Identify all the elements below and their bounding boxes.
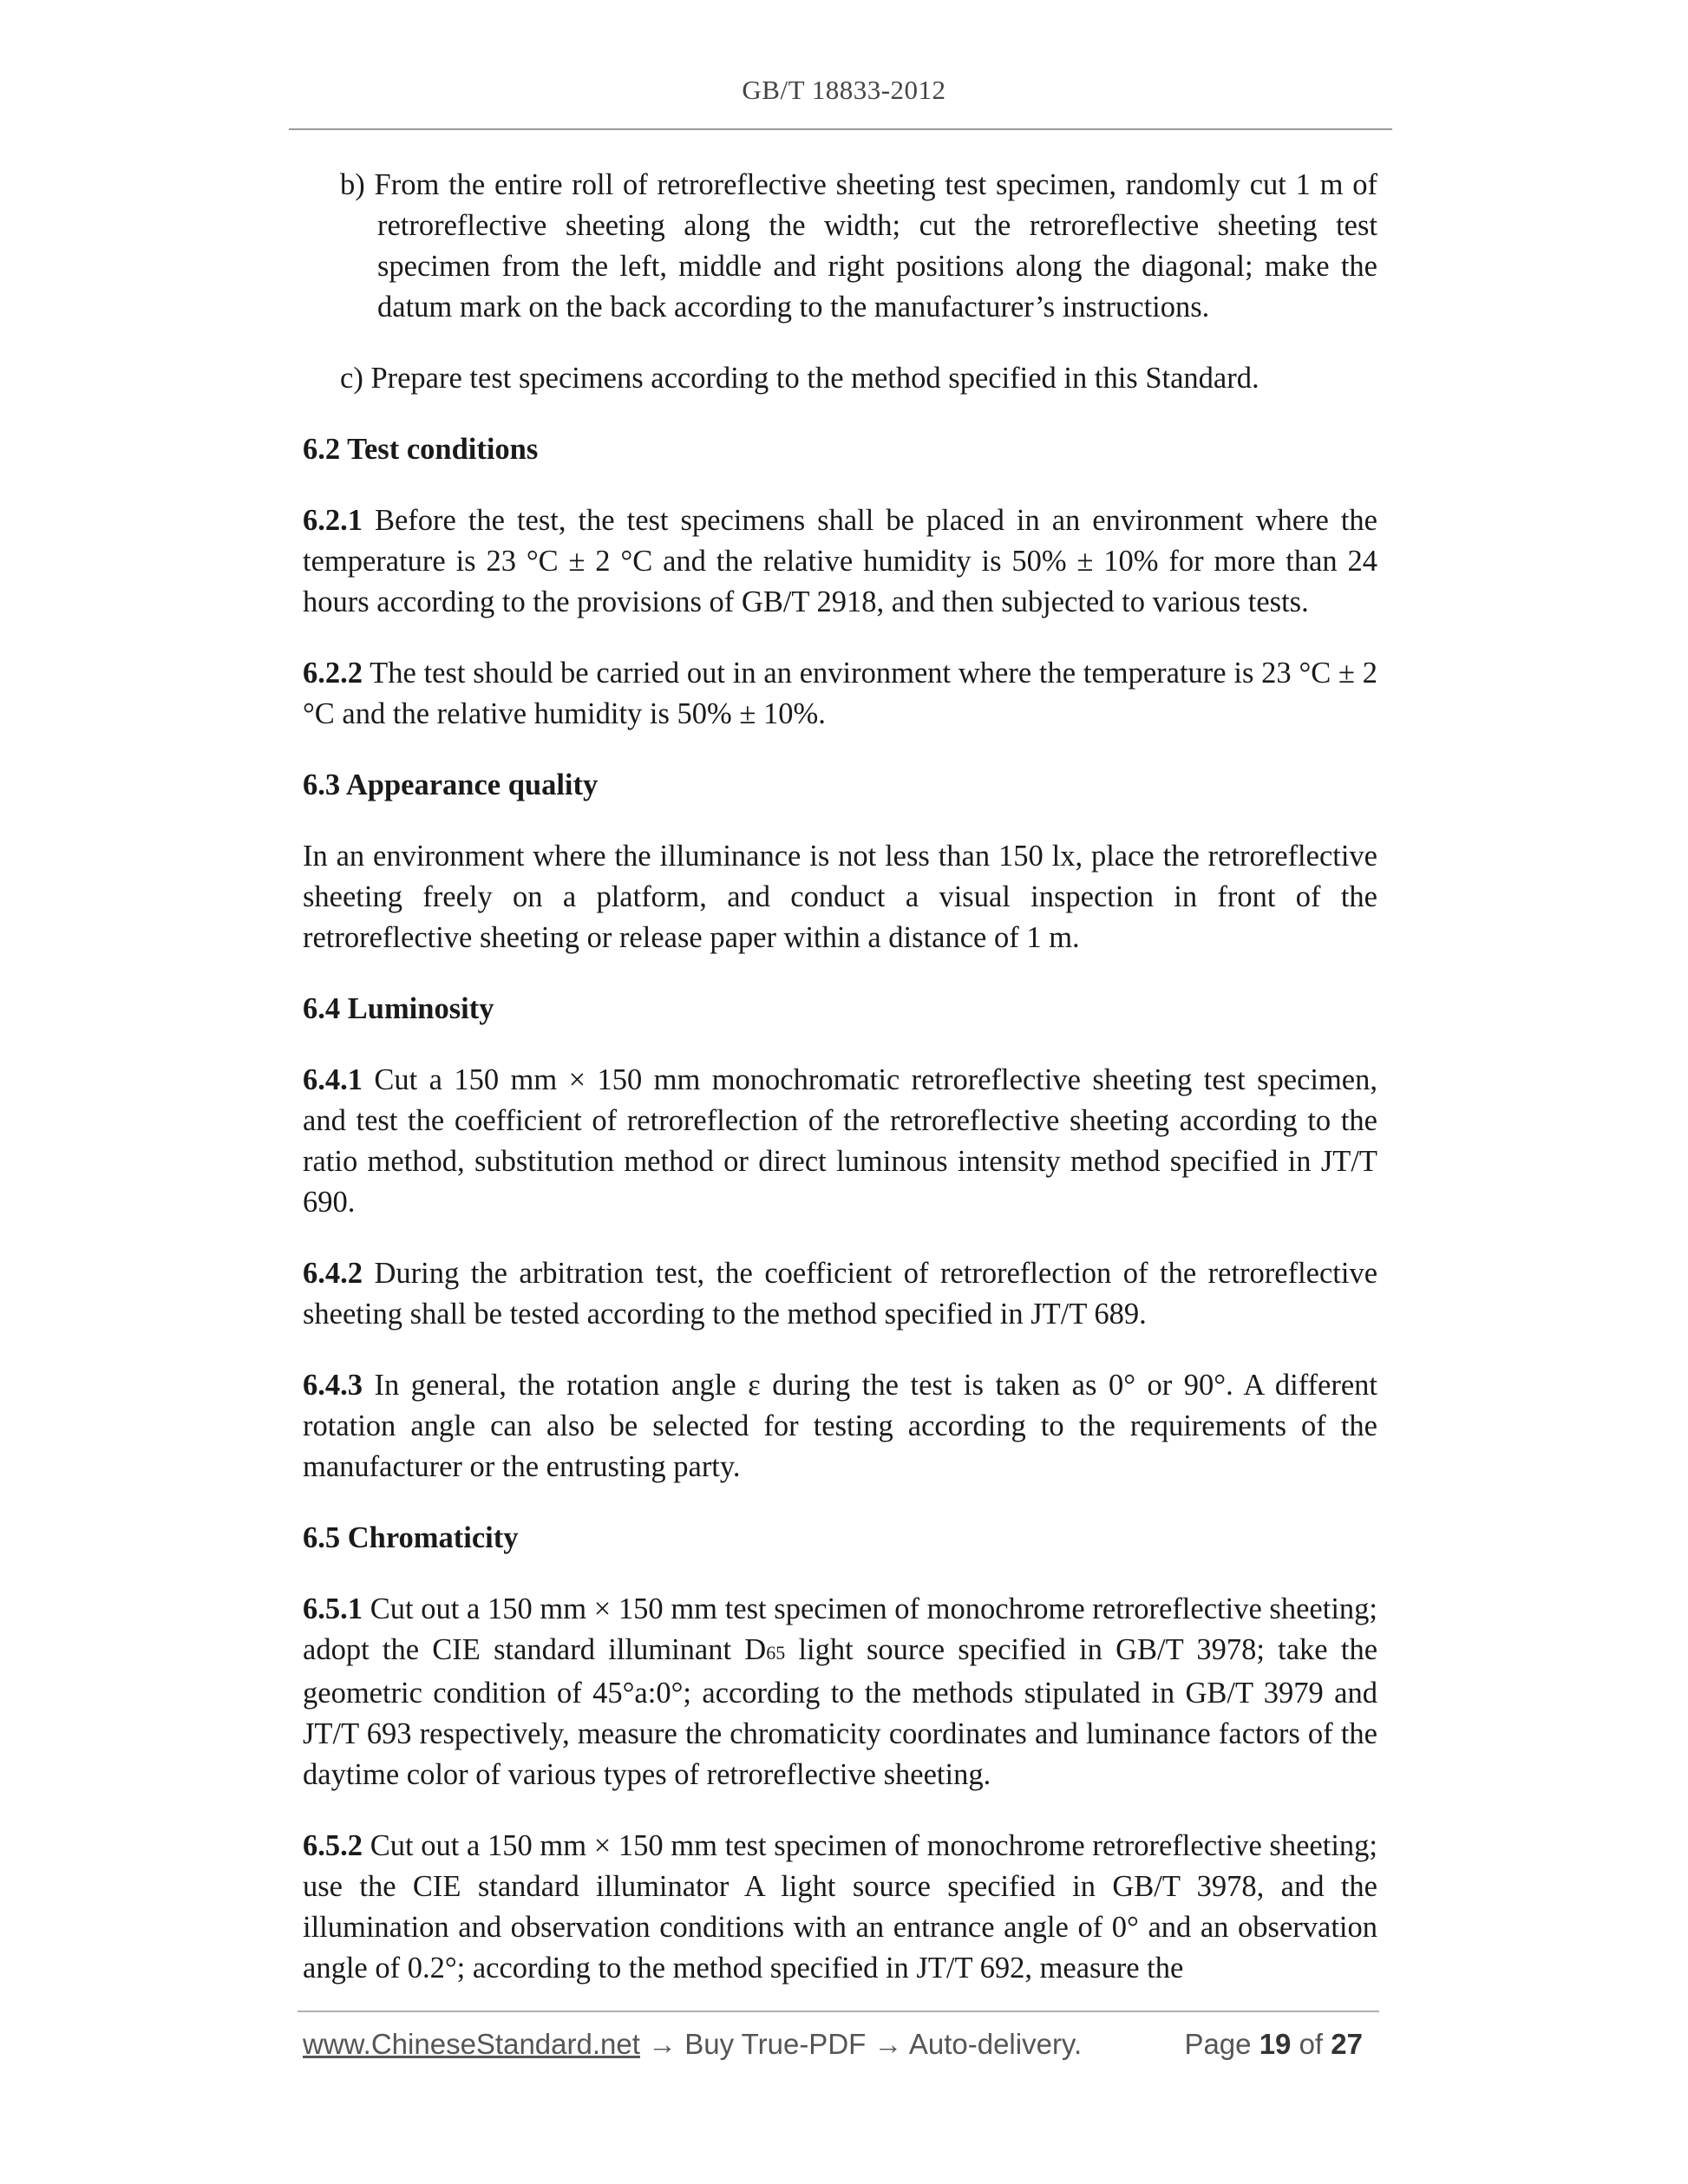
header-divider: [289, 128, 1392, 130]
clause-6-4-3: [303, 1365, 1377, 1488]
list-item-c: [340, 358, 1377, 399]
page-header-title: GB/T 18833-2012: [742, 75, 946, 105]
clause-text-part-a: Cut out a 150 mm × 150 mm test specimen of monochrome retroreflective sheeting; adopt the CIE standard illuminant D: [303, 1592, 1377, 1666]
clause-number: 6.4.2: [303, 1257, 363, 1290]
chinese-standard-link[interactable]: www.ChineseStandard.net: [303, 2028, 640, 2060]
list-item-b-text: From the entire roll of retroreflective sheeting test specimen, randomly cut 1 m of retroreflective sheeting along the width; cut the retroreflective sheeting test specimen from the left, middle and right positions along the diagonal; make the datum mark on the back according to the manufacturer’s instructions.: [374, 168, 1378, 324]
clause-text-part-b: light source specified in GB/T 3978; take the geometric condition of 45°a:0°; according to the methods stipulated in GB/T 3979 and JT/T 693 respectively, measure the chromaticity coordinates and luminance factors of the daytime color of various types of retroreflective sheeting.: [303, 1633, 1378, 1791]
list-item-c-text: Prepare test specimens according to the method specified in this Standard.: [370, 362, 1259, 395]
clause-number: 6.4.3: [303, 1369, 363, 1402]
list-item-c-label: c): [340, 362, 363, 395]
total-page-number: 27: [1331, 2028, 1363, 2060]
clause-6-4-2: [303, 1253, 1377, 1335]
clause-text: Before the test, the test specimens shall be placed in an environment where the temperature is 23 °C ± 2 °C and the relative humidity is 50% ± 10% for more than 24 hours according to the provisions of GB/T 2918, and then subjected to various tests.: [303, 504, 1377, 618]
section-heading-6-2: 6.2 Test conditions: [303, 433, 539, 466]
paragraph-6-3: In an environment where the illuminance is not less than 150 lx, place the retroreflective sheeting freely on a platform, and conduct a visual inspection in front of the retroreflective sheeting or release paper within a distance of 1 m.: [303, 840, 1377, 954]
clause-6-2-2: [303, 653, 1377, 735]
clause-6-2-1: [303, 500, 1377, 623]
page-of-label: of: [1299, 2028, 1324, 2060]
page-footer: [303, 2028, 1378, 2071]
footer-links: [303, 2028, 1082, 2061]
illuminant-subscript: 65: [766, 1642, 786, 1664]
clause-number: 6.2.2: [303, 657, 363, 690]
auto-delivery-text: Auto-delivery.: [908, 2028, 1083, 2060]
clause-text: During the arbitration test, the coefficient of retroreflection of the retroreflective sheeting shall be tested according to the method specified in JT/T 689.: [303, 1257, 1378, 1331]
clause-number: 6.5.2: [303, 1829, 363, 1862]
buy-true-pdf-text: Buy True-PDF: [684, 2028, 867, 2060]
clause-number: 6.5.1: [303, 1592, 363, 1625]
clause-6-5-2: [303, 1826, 1377, 1989]
list-item-b-label: b): [340, 168, 365, 201]
document-body: [303, 165, 1377, 2019]
clause-number: 6.2.1: [303, 504, 363, 537]
clause-text: Cut a 150 mm × 150 mm monochromatic retroreflective sheeting test specimen, and test the coefficient of retroreflection of the retroreflective sheeting according to the ratio method, substitution method or direct luminous intensity method specified in JT/T 690.: [303, 1063, 1377, 1219]
clause-6-4-1: [303, 1060, 1377, 1223]
section-heading-6-3: 6.3 Appearance quality: [303, 768, 599, 801]
clause-text: In general, the rotation angle ε during the test is taken as 0° or 90°. A different rotation angle can also be selected for testing according to the requirements of the manufacturer or the entrusting party.: [303, 1369, 1378, 1483]
clause-text: Cut out a 150 mm × 150 mm test specimen of monochrome retroreflective sheeting; use the CIE standard illuminator A light source specified in GB/T 3978, and the illumination and observation conditions with an entrance angle of 0° and an observation angle of 0.2°; according to the method specified in JT/T 692, measure the: [303, 1829, 1377, 1985]
current-page-number: 19: [1259, 2028, 1292, 2060]
page-label: Page: [1184, 2028, 1252, 2060]
section-heading-6-4: 6.4 Luminosity: [303, 992, 494, 1025]
footer-divider: [298, 2011, 1379, 2012]
arrow-right-icon: →: [648, 2028, 677, 2060]
page-indicator: [1184, 2028, 1363, 2061]
list-item-b: [340, 165, 1377, 328]
clause-6-5-1: [303, 1589, 1377, 1795]
clause-text: The test should be carried out in an environment where the temperature is 23 °C ± 2 °C and the relative humidity is 50% ± 10%.: [303, 657, 1377, 730]
arrow-right-icon: →: [873, 2028, 903, 2060]
section-heading-6-5: 6.5 Chromaticity: [303, 1521, 519, 1554]
clause-number: 6.4.1: [303, 1063, 363, 1096]
